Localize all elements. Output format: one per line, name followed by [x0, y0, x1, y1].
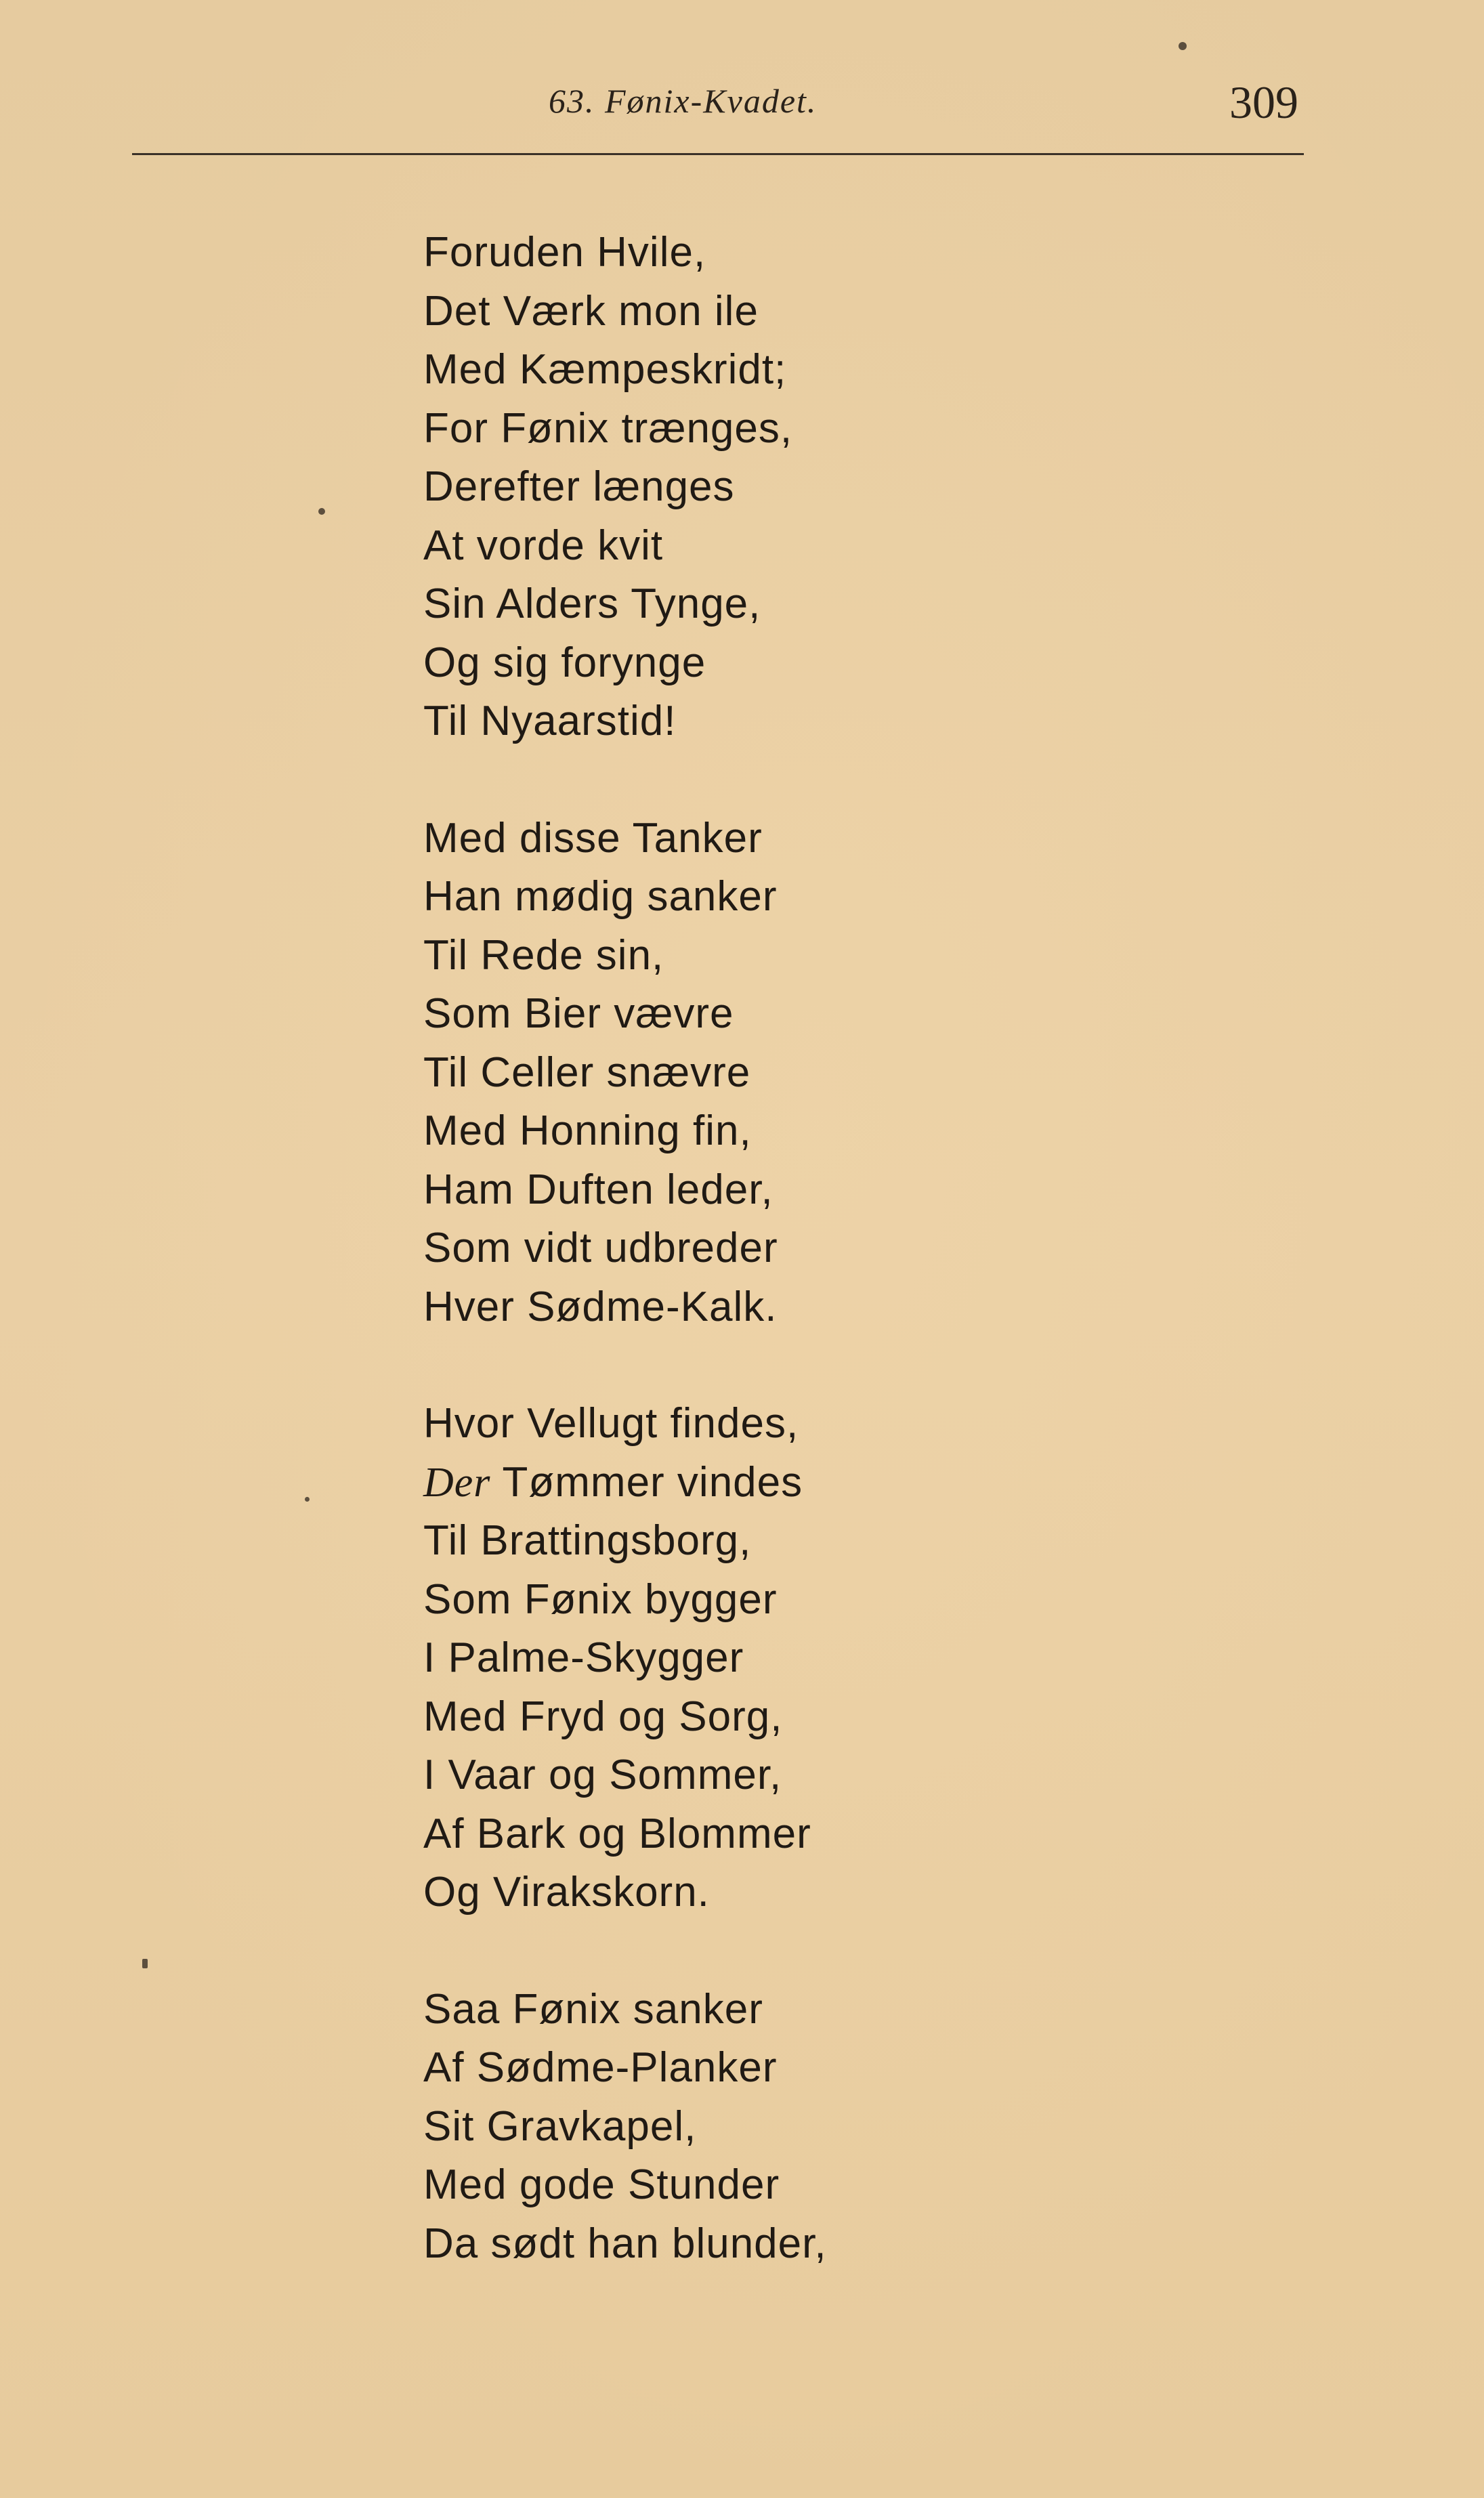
ink-speck	[142, 1959, 148, 1968]
verse-line: Da sødt han blunder,	[423, 2220, 827, 2267]
verse-line: For Fønix trænges,	[423, 404, 793, 452]
verse-line: Sit Gravkapel,	[423, 2102, 697, 2150]
italic-word: Der	[423, 1459, 491, 1506]
verse-line: Af Bark og Blommer	[423, 1810, 811, 1857]
verse-line: At vorde kvit	[423, 522, 664, 569]
header-rule	[132, 153, 1304, 155]
stanza-2	[423, 809, 1304, 1337]
verse-line: Det Værk mon ile	[423, 287, 759, 335]
poem-text	[423, 224, 1304, 2331]
verse-line: Med Honning fin,	[423, 1107, 752, 1154]
verse-line: I Vaar og Sommer,	[423, 1752, 782, 1798]
verse-line: Hvor Vellugt findes,	[423, 1400, 799, 1447]
verse-line: Til Nyaarstid!	[423, 698, 677, 744]
stanza-1	[423, 224, 1304, 751]
running-title: 63. Fønix-Kvadet.	[549, 82, 818, 120]
verse-line: Som vidt udbreder	[423, 1225, 778, 1271]
verse-line	[423, 1454, 1304, 1512]
verse-line: Som Bier vævre	[423, 990, 734, 1037]
verse-line: Som Fønix bygger	[423, 1575, 778, 1623]
verse-line: Med gode Stunder	[423, 2161, 780, 2208]
verse-line: Saa Fønix sanker	[423, 1985, 763, 2033]
stanza-3	[423, 1395, 1304, 1922]
verse-line-rest: Tømmer vindes	[502, 1458, 803, 1506]
verse-line: Derefter længes	[423, 463, 735, 510]
page-number: 309	[1229, 77, 1298, 128]
verse-line: Til Celler snævre	[423, 1049, 751, 1096]
verse-line: I Palme-Skygger	[423, 1634, 744, 1681]
ink-speck	[305, 1497, 310, 1502]
verse-line: Og sig forynge	[423, 639, 706, 686]
verse-line: Med Kæmpeskridt;	[423, 346, 787, 393]
verse-line: Med Fryd og Sorg,	[423, 1693, 783, 1740]
verse-line: Foruden Hvile,	[423, 229, 706, 276]
page-header	[0, 76, 1484, 130]
verse-line: Han mødig sanker	[423, 873, 778, 920]
stanza-4	[423, 1981, 1304, 2274]
verse-line: Til Rede sin,	[423, 931, 664, 979]
verse-line: Ham Duften leder,	[423, 1166, 773, 1213]
verse-line: Og Virakskorn.	[423, 1869, 710, 1915]
verse-line: Af Sødme-Planker	[423, 2044, 778, 2091]
verse-line: Med disse Tanker	[423, 814, 763, 862]
ink-speck	[318, 508, 325, 515]
verse-line: Sin Alders Tynge,	[423, 580, 761, 627]
verse-line: Til Brattingsborg,	[423, 1517, 752, 1564]
ink-speck	[1179, 42, 1187, 50]
verse-line: Hver Sødme-Kalk.	[423, 1283, 778, 1330]
